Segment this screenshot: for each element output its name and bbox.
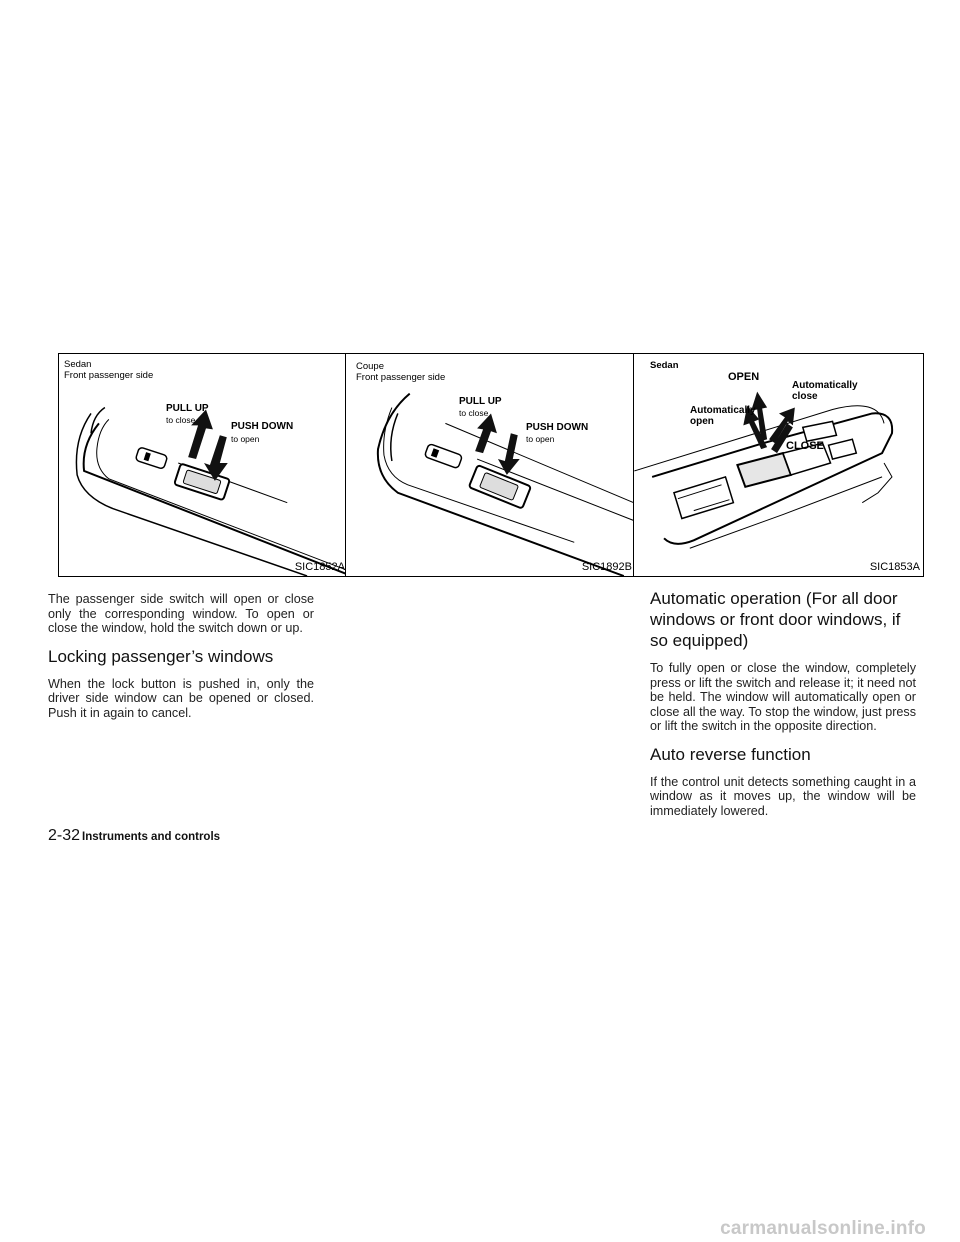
figure-variant-label: Sedan [64,359,92,370]
figure-sedan-passenger-switch [58,353,349,577]
page-footer [48,827,220,845]
push-down-label: PUSH DOWN [231,421,294,432]
figure-variant-label: Coupe [356,361,384,372]
figure-side-label: Front passenger side [356,372,446,383]
auto-reverse-paragraph: If the control unit detects something caught in a window as it moves up, the window will be immediately lowered. [650,774,916,818]
close-label: CLOSE [786,440,824,452]
auto-open-label-1: Automatically [690,405,756,416]
automatic-operation-paragraph: To fully open or close the window, completely press or lift the switch and release it; it need not be held. The window will automatically open or close all the way. To stop the window, just press or lift the switch in the opposite direction. [650,661,917,733]
figure-code: SIC1853A [869,561,920,573]
right-column [650,588,916,828]
figure-variant-label: Sedan [650,360,679,371]
auto-close-label-1: Automatically [792,380,858,391]
push-down-sub-label: to open [231,434,260,444]
locking-windows-paragraph: When the lock button is pushed in, only the driver side window can be opened or closed. Push it in again to cancel. [48,676,314,720]
pull-up-label: PULL UP [459,396,502,407]
figure-code: SIC1892B [581,561,632,573]
locking-windows-heading: Locking passenger’s windows [48,646,274,666]
open-label: OPEN [728,371,760,383]
intro-paragraph: The passenger side switch will open or close only the corresponding window. To open or close the window, hold the switch down or up. [48,592,314,635]
switch-illustration [59,354,348,576]
switch-illustration [634,354,923,576]
section-title: Instruments and controls [82,831,221,843]
auto-close-label-2: close [792,391,818,402]
pull-up-sub-label: to close [166,415,196,425]
figure-side-label: Front passenger side [64,370,154,381]
switch-illustration [346,354,635,576]
auto-open-label-2: open [690,416,714,427]
watermark: carmanualsonline.info [720,1218,926,1239]
figure-code: SIC1852A [294,561,345,573]
pull-up-label: PULL UP [166,403,209,414]
page-number: 2-32 [48,827,81,844]
push-down-label: PUSH DOWN [526,422,589,433]
automatic-operation-heading: Automatic operation (For all door windows or front door windows, if so equipped) [650,589,901,650]
left-column [48,592,314,730]
auto-reverse-heading: Auto reverse function [650,744,811,764]
pull-up-sub-label: to close [459,408,489,418]
figure-sedan-auto-switch [633,353,924,577]
figure-coupe-passenger-switch [345,353,636,577]
push-down-sub-label: to open [526,434,555,444]
